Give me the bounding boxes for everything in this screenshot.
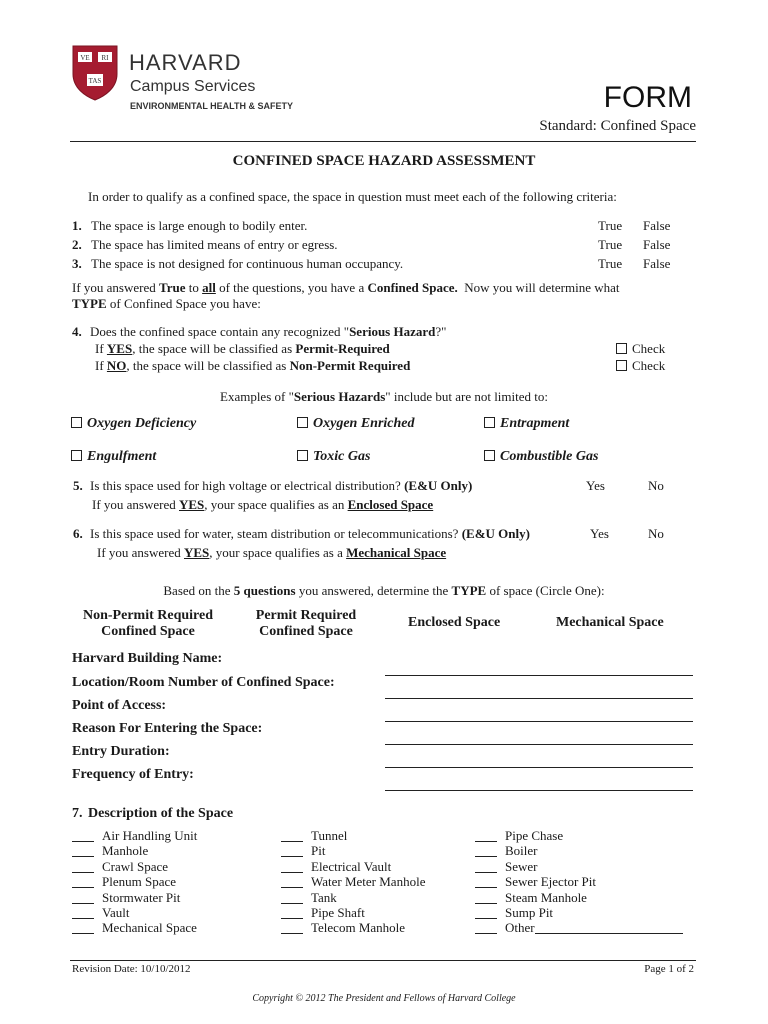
- desc-blank[interactable]: [72, 923, 94, 934]
- criteria-text: The space is not designed for continuous human occupancy.: [91, 256, 404, 271]
- shield-text-ri: RI: [101, 54, 109, 62]
- hazard-label: Oxygen Enriched: [313, 416, 415, 431]
- desc-item[interactable]: [281, 920, 425, 935]
- q5-question: [73, 478, 472, 494]
- desc-blank[interactable]: [281, 923, 303, 934]
- q4-yes-line: [95, 341, 390, 357]
- desc-item[interactable]: [475, 874, 683, 889]
- desc-item[interactable]: [475, 890, 683, 905]
- hazard-label: Oxygen Deficiency: [87, 416, 197, 431]
- type-mechanical[interactable]: Mechanical Space: [556, 615, 664, 630]
- criteria-text: The space is large enough to bodily enter.: [91, 218, 308, 233]
- true-option[interactable]: True: [598, 237, 623, 252]
- false-option[interactable]: False: [643, 237, 671, 252]
- shield-text-tas: TAS: [88, 77, 102, 85]
- field-label-frequency: Frequency of Entry:: [72, 767, 194, 782]
- q6-text: , your space qualifies as a: [209, 545, 347, 560]
- desc-blank[interactable]: [281, 831, 303, 842]
- para-text: Now you will determine what: [457, 280, 620, 295]
- dept-name: Campus Services: [130, 78, 256, 95]
- desc-item[interactable]: [72, 843, 197, 858]
- desc-label: Manhole: [102, 843, 149, 859]
- based-on-line: [0, 583, 768, 599]
- q4-text: If: [95, 358, 107, 373]
- hazard-engulfment[interactable]: [71, 449, 156, 465]
- desc-column-1: [72, 828, 197, 936]
- desc-blank[interactable]: [475, 831, 497, 842]
- type-permit[interactable]: [243, 608, 369, 640]
- hazard-label: Engulfment: [87, 449, 157, 464]
- q7-heading: [72, 806, 233, 822]
- checkbox[interactable]: [71, 417, 82, 428]
- criteria-row: [72, 237, 338, 253]
- desc-blank[interactable]: [281, 893, 303, 904]
- desc-blank[interactable]: [281, 908, 303, 919]
- desc-item[interactable]: [281, 890, 425, 905]
- check-label: Check: [632, 341, 666, 356]
- criteria-num: 3.: [72, 256, 82, 271]
- field-label-building: Harvard Building Name:: [72, 651, 223, 666]
- desc-label: Boiler: [505, 843, 538, 859]
- based-type: TYPE: [451, 583, 487, 598]
- desc-item[interactable]: [281, 874, 425, 889]
- desc-item[interactable]: [281, 828, 425, 843]
- other-fill-line[interactable]: [535, 922, 683, 934]
- checkbox[interactable]: [616, 343, 627, 354]
- no-option[interactable]: No: [648, 478, 664, 493]
- checkbox[interactable]: [297, 417, 308, 428]
- q7-title: Description of the Space: [88, 806, 234, 821]
- q4-text: , the space will be classified as: [126, 358, 290, 373]
- para-text: to: [185, 280, 203, 295]
- check-label: Check: [632, 358, 666, 373]
- para-all: all: [202, 280, 216, 295]
- desc-item[interactable]: [475, 905, 683, 920]
- desc-label: Electrical Vault: [311, 858, 392, 874]
- desc-label: Plenum Space: [102, 874, 177, 890]
- para-text: If you answered: [72, 280, 159, 295]
- desc-blank[interactable]: [72, 877, 94, 888]
- desc-label: Pipe Chase: [505, 828, 564, 843]
- desc-blank[interactable]: [72, 908, 94, 919]
- q4-text: , the space will be classified as: [132, 341, 296, 356]
- criteria-num: 1.: [72, 218, 82, 233]
- para-confined: Confined Space.: [367, 280, 458, 295]
- hazard-toxic-gas[interactable]: [297, 449, 370, 465]
- q5-text: , your space qualifies as an: [204, 497, 348, 512]
- desc-label: Air Handling Unit: [102, 828, 198, 843]
- desc-label: Pipe Shaft: [311, 904, 365, 920]
- page-number: Page 1 of 2: [644, 963, 694, 975]
- desc-blank[interactable]: [475, 846, 497, 857]
- header-rule: [70, 141, 696, 142]
- checkbox[interactable]: [71, 450, 82, 461]
- based-text: Based on the: [163, 583, 234, 598]
- false-option[interactable]: False: [643, 218, 671, 233]
- desc-item[interactable]: [281, 843, 425, 858]
- copyright: Copyright © 2012 The President and Fellows of Harvard College: [252, 993, 516, 1004]
- q4-no: NO: [106, 358, 127, 373]
- field-label-duration: Entry Duration:: [72, 744, 170, 759]
- examples-line: [0, 389, 768, 405]
- desc-label: Steam Manhole: [505, 889, 587, 905]
- desc-blank[interactable]: [72, 862, 94, 873]
- field-label-access: Point of Access:: [72, 698, 167, 713]
- desc-label: Stormwater Pit: [102, 889, 181, 905]
- intro-text: In order to qualify as a confined space, the space in question must meet each of the following criteria:: [88, 189, 617, 204]
- desc-label: Crawl Space: [102, 858, 169, 874]
- field-line-frequency[interactable]: [385, 790, 693, 791]
- q5-num: 5.: [73, 478, 83, 493]
- examples-text: Examples of ": [220, 389, 294, 404]
- q6-yes: YES: [184, 545, 210, 560]
- q5-eu: (E&U Only): [404, 478, 473, 493]
- desc-blank[interactable]: [72, 893, 94, 904]
- desc-label: Sump Pit: [505, 904, 554, 920]
- desc-item[interactable]: [281, 859, 425, 874]
- criteria-row: [72, 218, 307, 234]
- hazard-oxygen-enriched[interactable]: [297, 416, 415, 432]
- desc-label: Sewer: [505, 858, 538, 874]
- desc-blank[interactable]: [72, 831, 94, 842]
- criteria-num: 2.: [72, 237, 82, 252]
- q4-nonpermit: Non-Permit Required: [289, 358, 411, 373]
- check-permit[interactable]: [616, 341, 665, 357]
- para-type: TYPE: [72, 296, 107, 311]
- desc-label: Mechanical Space: [102, 920, 197, 936]
- type-line: Non-Permit Required: [83, 608, 213, 623]
- examples-text: " include but are not limited to:: [385, 389, 548, 404]
- field-line-duration[interactable]: [385, 767, 693, 768]
- field-label-reason: Reason For Entering the Space:: [72, 721, 263, 736]
- true-option[interactable]: True: [598, 256, 623, 271]
- q4-text: ?": [435, 324, 447, 339]
- dept-sub: ENVIRONMENTAL HEALTH & SAFETY: [130, 101, 294, 111]
- q6-question: [73, 526, 530, 542]
- q5-text: If you answered: [92, 497, 179, 512]
- harvard-shield-logo: [71, 44, 119, 102]
- yes-option[interactable]: Yes: [590, 526, 609, 541]
- q5-enclosed: Enclosed Space: [347, 497, 434, 512]
- instruction-paragraph: [72, 280, 620, 312]
- type-non-permit[interactable]: [72, 608, 224, 640]
- desc-column-2: [281, 828, 425, 936]
- checkbox[interactable]: [616, 360, 627, 371]
- desc-blank[interactable]: [475, 893, 497, 904]
- desc-blank[interactable]: [475, 877, 497, 888]
- checkbox[interactable]: [484, 417, 495, 428]
- desc-blank[interactable]: [281, 877, 303, 888]
- q6-num: 6.: [73, 526, 83, 541]
- desc-item[interactable]: [72, 859, 197, 874]
- q4-yes: YES: [106, 341, 133, 356]
- q7-num: 7.: [72, 806, 83, 821]
- q5-text: Is this space used for high voltage or electrical distribution?: [90, 478, 405, 493]
- checkbox[interactable]: [484, 450, 495, 461]
- no-option[interactable]: No: [648, 526, 664, 541]
- based-text: of space (Circle One):: [486, 583, 605, 598]
- desc-blank[interactable]: [475, 923, 497, 934]
- desc-blank[interactable]: [72, 846, 94, 857]
- desc-item[interactable]: [72, 920, 197, 935]
- footer-rule: [70, 960, 696, 961]
- desc-item[interactable]: [72, 905, 197, 920]
- q6-text: Is this space used for water, steam distribution or telecommunications?: [90, 526, 462, 541]
- q6-followup: [97, 545, 446, 561]
- desc-item[interactable]: [475, 828, 683, 843]
- desc-item[interactable]: [281, 905, 425, 920]
- revision-date: Revision Date: 10/10/2012: [72, 963, 191, 975]
- q4-text: If: [95, 341, 107, 356]
- field-line-reason[interactable]: [385, 744, 693, 745]
- q4-question: [72, 324, 446, 340]
- q5-yes: YES: [179, 497, 205, 512]
- hazard-entrapment[interactable]: [484, 416, 569, 432]
- shield-text-ve: VE: [80, 54, 90, 62]
- yes-option[interactable]: Yes: [586, 478, 605, 493]
- hazard-label: Toxic Gas: [313, 449, 371, 464]
- checkbox[interactable]: [297, 450, 308, 461]
- field-line-building[interactable]: [385, 675, 693, 676]
- examples-serious: Serious Hazards: [293, 389, 386, 404]
- based-text: you answered, determine the: [295, 583, 452, 598]
- desc-item[interactable]: [72, 874, 197, 889]
- hazard-oxygen-deficiency[interactable]: [71, 416, 196, 432]
- q4-serious-hazard: Serious Hazard: [349, 324, 436, 339]
- field-line-access[interactable]: [385, 721, 693, 722]
- desc-blank[interactable]: [281, 862, 303, 873]
- q4-text: Does the confined space contain any recognized ": [90, 324, 350, 339]
- type-enclosed[interactable]: Enclosed Space: [408, 615, 501, 630]
- q4-num: 4.: [72, 324, 82, 339]
- para-text: of the questions, you have a: [215, 280, 368, 295]
- standard-label: Standard: Confined Space: [539, 118, 696, 134]
- desc-item-other[interactable]: [475, 920, 683, 935]
- desc-item[interactable]: [475, 859, 683, 874]
- q6-text: If you answered: [97, 545, 184, 560]
- desc-item[interactable]: [475, 843, 683, 858]
- desc-label: Sewer Ejector Pit: [505, 874, 596, 890]
- org-name: HARVARD: [129, 50, 242, 75]
- desc-label: Telecom Manhole: [311, 920, 406, 936]
- desc-label: Tank: [311, 889, 337, 905]
- q5-followup: [92, 497, 433, 513]
- criteria-text: The space has limited means of entry or egress.: [91, 237, 338, 252]
- q6-eu: (E&U Only): [461, 526, 530, 541]
- desc-column-3: [475, 828, 683, 936]
- type-line: Permit Required: [255, 608, 357, 623]
- page-title: CONFINED SPACE HAZARD ASSESSMENT: [232, 153, 536, 169]
- desc-label: Pit: [311, 843, 326, 859]
- q4-no-line: [95, 358, 410, 374]
- desc-item[interactable]: [72, 890, 197, 905]
- desc-label: Vault: [102, 904, 130, 920]
- based-five: 5 questions: [233, 583, 296, 598]
- false-option[interactable]: False: [643, 256, 671, 271]
- desc-item[interactable]: [72, 828, 197, 843]
- para-text: of Confined Space you have:: [106, 296, 261, 311]
- q4-permit: Permit-Required: [295, 341, 390, 356]
- form-label: FORM: [603, 81, 692, 114]
- true-option[interactable]: True: [598, 218, 623, 233]
- criteria-row: [72, 256, 403, 272]
- hazard-combustible-gas[interactable]: [484, 449, 598, 465]
- para-true: True: [159, 280, 186, 295]
- desc-blank[interactable]: [475, 908, 497, 919]
- hazard-label: Combustible Gas: [500, 449, 599, 464]
- q6-mechanical: Mechanical Space: [346, 545, 447, 560]
- type-line: Confined Space: [259, 624, 353, 639]
- type-line: Confined Space: [101, 624, 195, 639]
- desc-label: Other: [505, 920, 535, 936]
- hazard-label: Entrapment: [500, 416, 570, 431]
- desc-blank[interactable]: [281, 846, 303, 857]
- desc-label: Tunnel: [311, 828, 348, 843]
- desc-label: Water Meter Manhole: [311, 874, 426, 890]
- desc-blank[interactable]: [475, 862, 497, 873]
- field-line-location[interactable]: [385, 698, 693, 699]
- check-nonpermit[interactable]: [616, 358, 665, 374]
- field-label-location: Location/Room Number of Confined Space:: [72, 675, 335, 690]
